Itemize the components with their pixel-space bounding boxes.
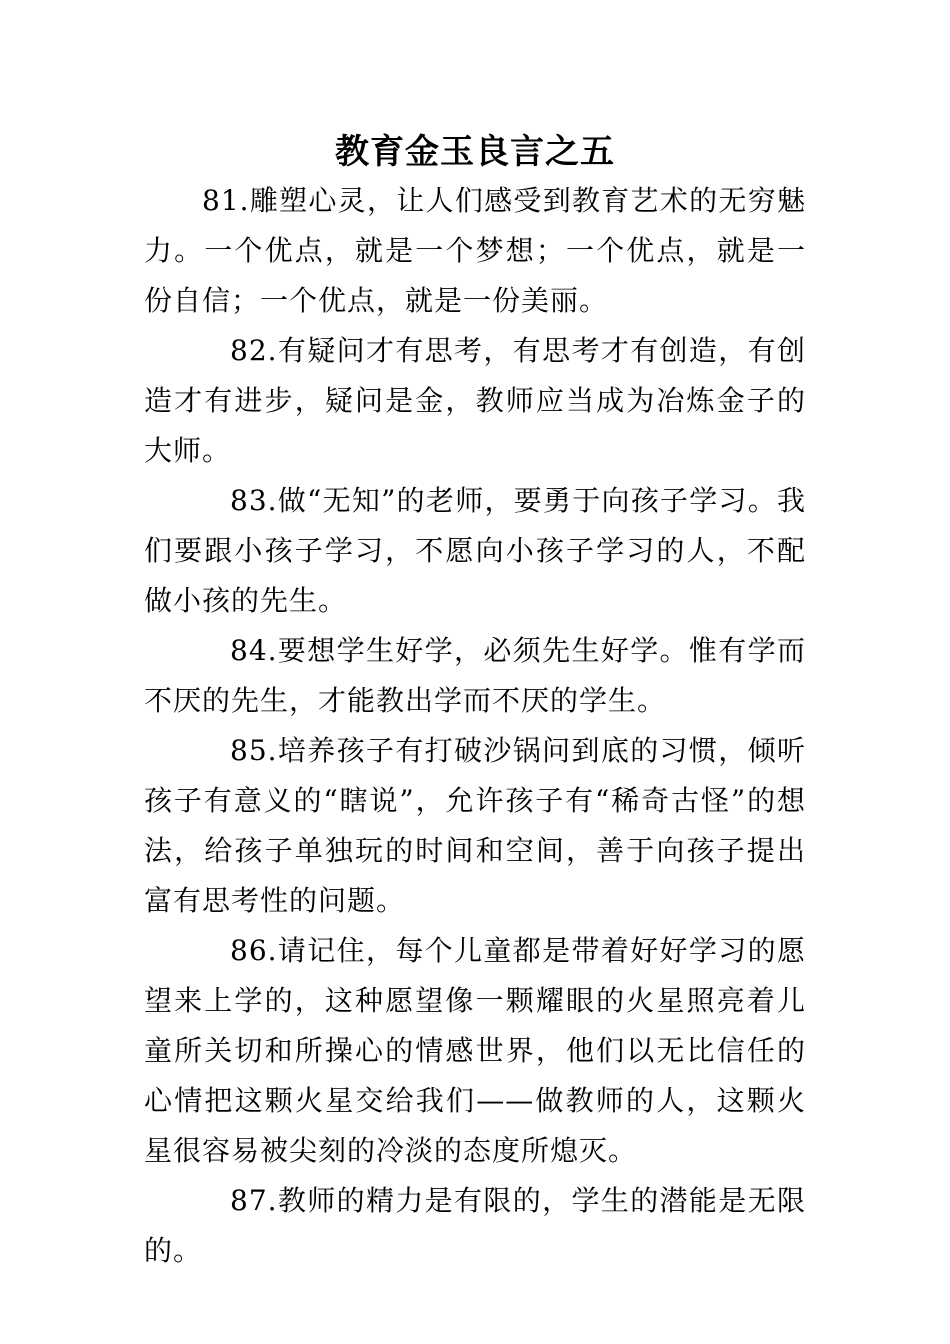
document-page [144,128,806,1276]
paragraph-83: 83.做“无知”的老师，要勇于向孩子学习。我们要跟小孩子学习，不愿向小孩子学习的人，不配做小孩的先生。 [144,484,806,617]
paragraph-87: 87.教师的精力是有限的，学生的潜能是无限的。 [144,1184,806,1267]
paragraph-85: 85.培养孩子有打破沙锅问到底的习惯，倾听孩子有意义的“瞎说”，允许孩子有“稀奇古怪”的想法，给孩子单独玩的时间和空间，善于向孩子提出富有思考性的问题。 [144,734,806,917]
page-title: 教育金玉良言之五 [335,132,615,172]
paragraph-84: 84.要想学生好学，必须先生好学。惟有学而不厌的先生，才能教出学而不厌的学生。 [144,634,806,717]
paragraph-81: 81.雕塑心灵，让人们感受到教育艺术的无穷魅力。一个优点，就是一个梦想；一个优点，就是一份自信；一个优点，就是一份美丽。 [144,184,806,317]
paragraph-86: 86.请记住，每个儿童都是带着好好学习的愿望来上学的，这种愿望像一颗耀眼的火星照亮着儿童所关切和所操心的情感世界，他们以无比信任的心情把这颗火星交给我们——做教师的人，这颗火星很容易被尖刻的冷淡的态度所熄灭。 [144,934,806,1167]
paragraph-82: 82.有疑问才有思考，有思考才有创造，有创造才有进步，疑问是金，教师应当成为冶炼金子的大师。 [144,334,806,467]
